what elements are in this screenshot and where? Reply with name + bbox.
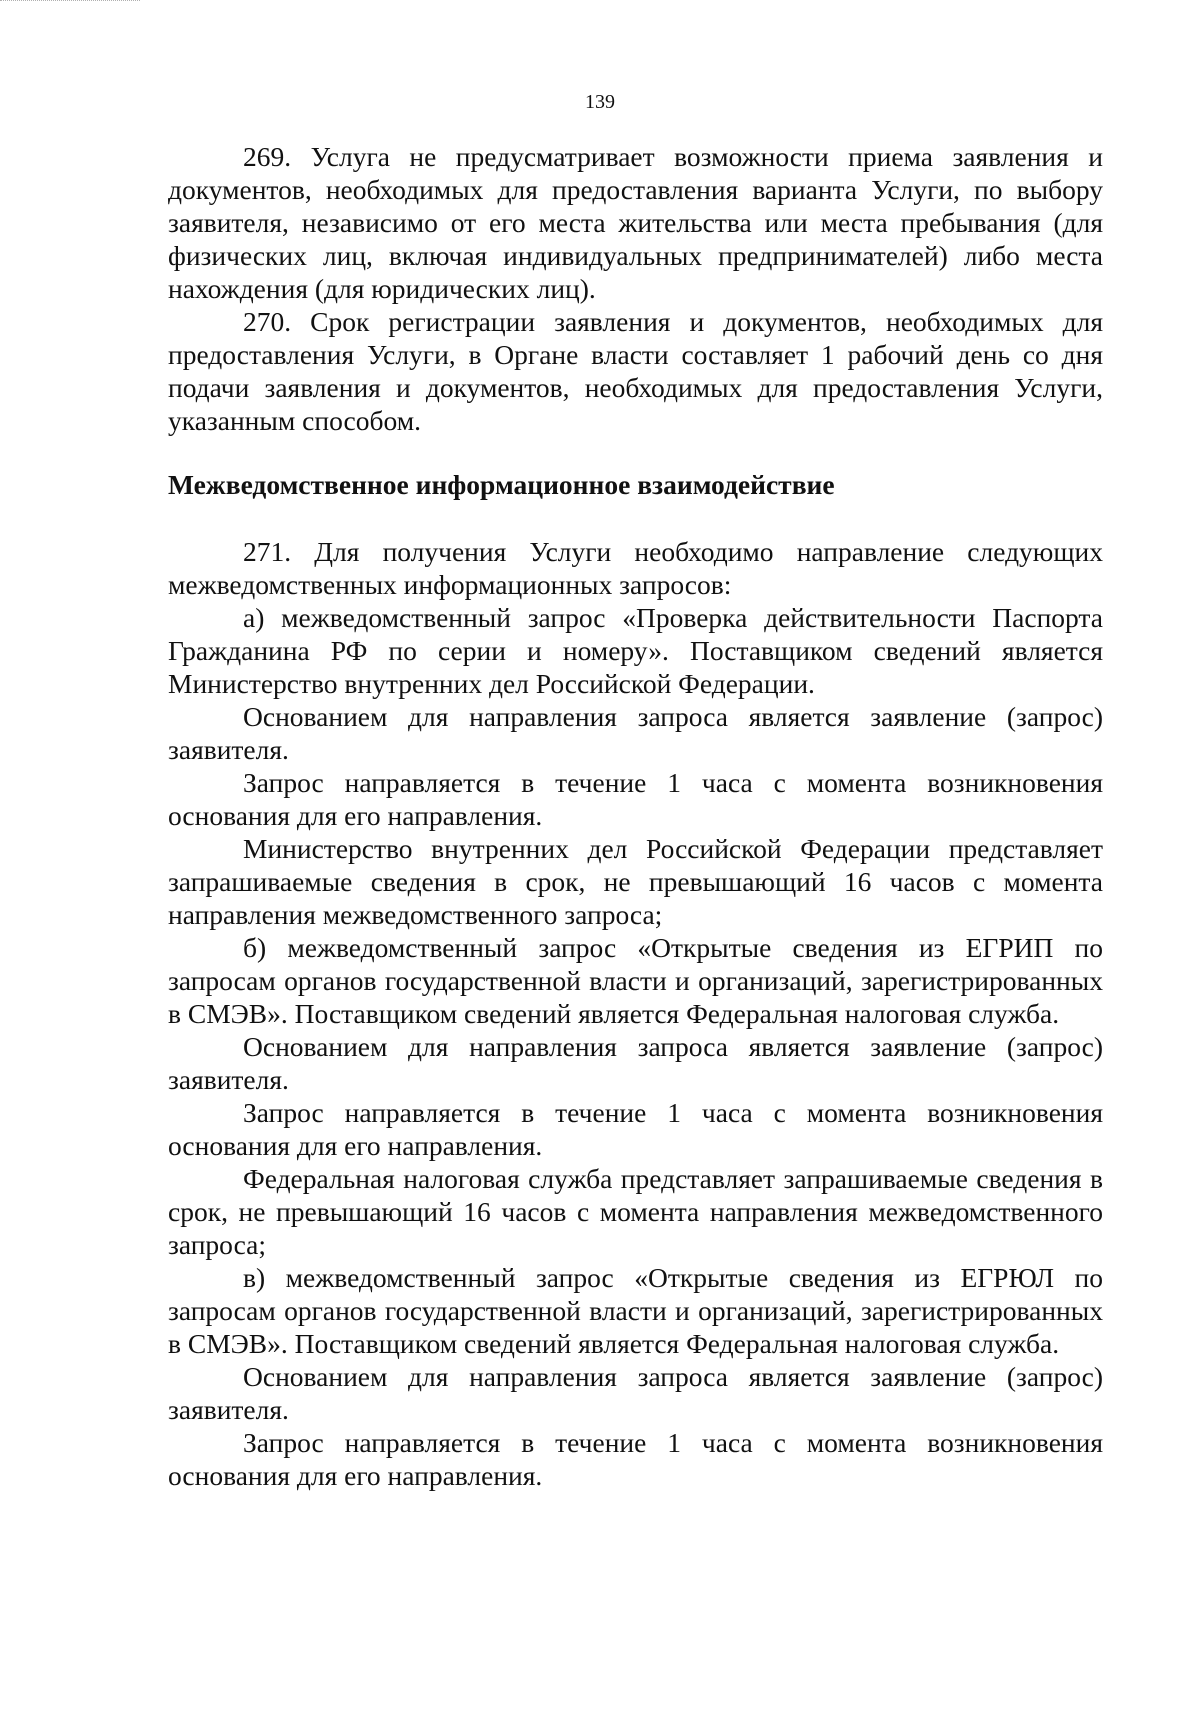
paragraph-item-v: в) межведомственный запрос «Открытые сведения из ЕГРЮЛ по запросам органов государственной власти и организаций, зарегистрированных в СМЭВ». Поставщиком сведений является Федеральная налоговая служба. [168,1262,1103,1359]
paragraph-basis-v: Основанием для направления запроса является заявление (запрос) заявителя. [168,1361,1103,1425]
paragraph-270: 270. Срок регистрации заявления и документов, необходимых для предоставления Услуги, в Органе власти составляет 1 рабочий день со дня подачи заявления и документов, необходимых для предоставления Услуги, указанным способом. [168,306,1103,436]
page-number: 139 [585,91,615,113]
paragraph-basis-a: Основанием для направления запроса является заявление (запрос) заявителя. [168,701,1103,765]
paragraph-271: 271. Для получения Услуги необходимо направление следующих межведомственных информационных запросов: [168,536,1103,600]
document-body [168,140,1103,1492]
paragraph-response-a: Министерство внутренних дел Российской Федерации представляет запрашиваемые сведения в срок, не превышающий 16 часов с момента направления межведомственного запроса; [168,833,1103,930]
scan-edge-mark [0,0,140,5]
paragraph-timing-a: Запрос направляется в течение 1 часа с момента возникновения основания для его направления. [168,767,1103,831]
paragraph-item-b: б) межведомственный запрос «Открытые сведения из ЕГРИП по запросам органов государственной власти и организаций, зарегистрированных в СМЭВ». Поставщиком сведений является Федеральная налоговая служба. [168,932,1103,1029]
paragraph-timing-v: Запрос направляется в течение 1 часа с момента возникновения основания для его направления. [168,1427,1103,1491]
paragraph-basis-b: Основанием для направления запроса является заявление (запрос) заявителя. [168,1031,1103,1095]
paragraph-response-b: Федеральная налоговая служба представляет запрашиваемые сведения в срок, не превышающий 16 часов с момента направления межведомственного запроса; [168,1163,1103,1260]
section-heading: Межведомственное информационное взаимодействие [168,469,835,500]
paragraph-item-a: а) межведомственный запрос «Проверка действительности Паспорта Гражданина РФ по серии и номеру». Поставщиком сведений является Министерство внутренних дел Российской Федерации. [168,602,1103,699]
paragraph-timing-b: Запрос направляется в течение 1 часа с момента возникновения основания для его направления. [168,1097,1103,1161]
paragraph-269: 269. Услуга не предусматривает возможности приема заявления и документов, необходимых для предоставления варианта Услуги, по выбору заявителя, независимо от его места жительства или места пребывания (для физических лиц, включая индивидуальных предпринимателей) либо места нахождения (для юридических лиц). [168,141,1103,304]
